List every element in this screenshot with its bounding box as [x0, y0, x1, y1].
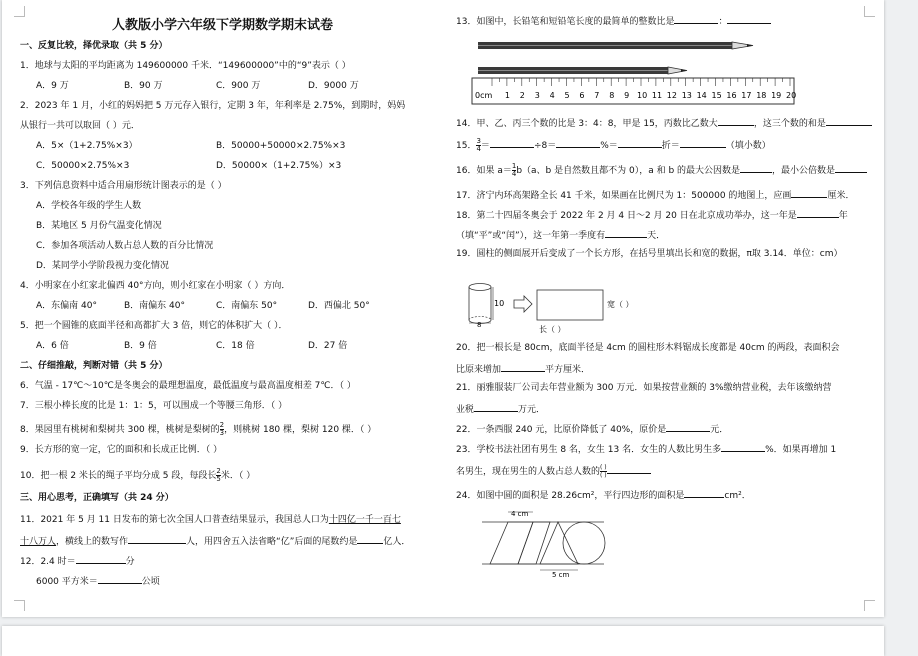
denominator: 5 [216, 475, 221, 483]
option: B．某地区 5 月份气温变化情况 [36, 221, 162, 231]
question-3: 3．下列信息资料中适合用扇形统计图表示的是（ ） [20, 181, 227, 191]
question-24 [456, 488, 751, 502]
denominator: 4 [511, 170, 517, 178]
numerator: ( ) [600, 464, 607, 471]
circle [563, 522, 605, 564]
option: D．某同学小学阶段视力变化情况 [36, 261, 169, 271]
question-2: 2．2023 年 1 月，小红的妈妈把 5 万元存入银行，定期 3 年，年利率是 2.75%，到期时，妈妈 [20, 101, 406, 111]
answer-blank[interactable] [98, 574, 142, 584]
answer-blank[interactable] [791, 188, 827, 198]
question-5: 5．把一个圆锥的底面半径和高都扩大 3 倍，则它的体积扩大（ ）． [20, 321, 288, 331]
question-text: 8．果园里有桃树和梨树共 300 棵，桃树是梨树的 [20, 425, 220, 435]
question-text: 分 [125, 557, 135, 567]
question-text: ，最小公倍数是 [772, 166, 836, 176]
question-text: 人，用四舍五入法省略“亿”后面的尾数约是 [186, 537, 358, 547]
question-text: 16．如果 a＝ [456, 166, 512, 176]
ruler-tick-label: 1 [504, 91, 510, 100]
question-11-cont [20, 534, 410, 548]
option: A．6 倍 [36, 341, 69, 351]
question-text: 23．学校书法社团有男生 8 名，女生 13 名．女生的人数比男生多 [456, 445, 722, 455]
question-text: 18．第二十四届冬奥会于 2022 年 2 月 4 日～2 月 20 日在北京成功举办，这一年是 [456, 211, 797, 221]
document-page [2, 0, 884, 617]
answer-blank[interactable] [490, 138, 534, 148]
numerator: 3 [476, 137, 481, 145]
question-text: 6000 平方米＝ [36, 577, 98, 587]
ruler-tick-label: 19 [771, 91, 782, 100]
question-text: ，则桃树 180 棵，梨树 120 棵．（ ） [224, 425, 377, 435]
ruler-tick-label: 9 [624, 91, 630, 100]
margin-mark [14, 600, 25, 611]
question-12 [20, 554, 135, 568]
option: B．南偏东 40° [124, 301, 185, 311]
question-23-cont [456, 464, 651, 479]
question-18 [456, 208, 848, 222]
question-text: b（a、b 是自然数且都不为 0），a 和 b 的最大公因数是 [516, 166, 741, 176]
option: C．50000×2.75%×3 [36, 161, 130, 171]
answer-blank[interactable] [76, 554, 126, 564]
question-text: 业税 [456, 405, 475, 415]
underlined-text: 十四亿一千一百七 [328, 515, 401, 525]
question-text: %＝ [600, 141, 618, 151]
width-label: 宽（ ） [607, 300, 634, 309]
next-page [2, 626, 884, 656]
parallelogram [518, 522, 550, 564]
question-14 [456, 116, 872, 130]
question-22 [456, 422, 728, 436]
option: B．9 倍 [124, 341, 157, 351]
option: D．27 倍 [308, 341, 348, 351]
fraction [600, 464, 607, 479]
question-20-cont [456, 362, 590, 376]
option: A．9 万 [36, 81, 69, 91]
question-text: cm²． [724, 491, 751, 501]
question-text: 元． [710, 425, 729, 435]
answer-blank[interactable] [605, 228, 647, 238]
option: C．南偏东 50° [216, 301, 278, 311]
question-6: 6．气温 - 17℃～10℃是冬奥会的最理想温度，最低温度与最高温度相差 7℃．（ ） [20, 381, 356, 391]
option: C．18 倍 [216, 341, 255, 351]
question-text: 平方厘米． [545, 365, 591, 375]
viewer-scroll-area[interactable] [888, 0, 918, 639]
question-1: 1．地球与太阳的平均距离为 149600000 千米．“149600000”中的“9”表示（ ） [20, 61, 351, 71]
ruler-tick-label: 8 [609, 91, 615, 100]
ruler-tick-label: 15 [711, 91, 722, 100]
question-7: 7．三根小棒长度的比是 1：1：5，可以围成一个等腰三角形．（ ） [20, 401, 288, 411]
question-text: 比原来增加 [456, 365, 502, 375]
question-19: 19．圆柱的侧面展开后变成了一个长方形，在括号里填出长和宽的数据，π取 3.14．单位：cm） [456, 249, 843, 259]
answer-blank[interactable] [674, 14, 718, 24]
question-13 [456, 14, 771, 28]
question-text: 万元． [518, 405, 546, 415]
question-4: 4．小明家在小红家北偏西 40°方向，则小红家在小明家（ ）方向． [20, 281, 291, 291]
ruler-tick-label: 17 [741, 91, 752, 100]
question-17 [456, 188, 854, 202]
answer-blank[interactable] [666, 422, 710, 432]
margin-mark [864, 600, 875, 611]
parallelogram-circle-figure [478, 504, 608, 580]
option: D．9000 万 [308, 81, 359, 91]
section-heading: 二、仔细推敲，判断对错（共 5 分） [20, 361, 168, 371]
unfolded-rectangle [537, 290, 603, 320]
question-text: 14．甲、乙、丙三个数的比是 3：4：8，甲是 15，丙数比乙数大 [456, 119, 718, 129]
option: D．50000×（1+2.75%）×3 [216, 161, 342, 171]
section-heading: 一、反复比较，择优录取（共 5 分） [20, 41, 168, 51]
ruler-tick-label: 20 [786, 91, 797, 100]
question-2-cont: 从银行一共可以取回（ ）元． [20, 121, 140, 131]
ruler-tick-label: 6 [579, 91, 585, 100]
numerator: 2 [216, 467, 221, 475]
question-text: 22．一条西服 240 元，比原价降低了 40%，原价是 [456, 425, 667, 435]
answer-blank[interactable] [797, 208, 839, 218]
pencil-ruler-figure [468, 36, 798, 108]
page-title: 人教版小学六年级下学期数学期末试卷 [112, 18, 334, 33]
question-text: 公顷 [141, 577, 160, 587]
bottom-dimension-label: 5 cm [552, 571, 570, 579]
answer-blank[interactable] [721, 442, 765, 452]
cylinder-figure [464, 280, 674, 340]
ruler [472, 78, 796, 104]
parallelogram [490, 522, 533, 564]
question-text: 10．把一根 2 米长的绳子平均分成 5 段，每段长 [20, 471, 217, 481]
numerator: 2 [219, 421, 225, 429]
answer-blank[interactable] [835, 163, 867, 173]
height-label: 10 [494, 299, 505, 308]
option: B．50000+50000×2.75%×3 [216, 141, 346, 151]
question-text: （填小数） [725, 141, 771, 151]
ruler-label: 0cm [475, 91, 493, 100]
ruler-tick-label: 11 [651, 91, 663, 100]
long-pencil [478, 42, 753, 49]
answer-blank[interactable] [607, 464, 651, 474]
ruler-tick-label: 14 [696, 91, 707, 100]
option: A．学校各年级的学生人数 [36, 201, 142, 211]
question-21: 21．丽雅服装厂公司去年营业额为 300 万元．如果按营业额的 3%缴纳营业税，去年该缴纳营 [456, 383, 832, 393]
ruler-tick-label: 16 [726, 91, 737, 100]
answer-blank[interactable] [618, 138, 662, 148]
top-dimension-label: 4 cm [511, 510, 529, 518]
answer-blank[interactable] [128, 534, 186, 544]
question-9: 9．长方形的宽一定，它的面积和长成正比例．（ ） [20, 445, 223, 455]
answer-blank[interactable] [727, 14, 771, 24]
answer-blank[interactable] [357, 534, 383, 544]
option: C．900 万 [216, 81, 261, 91]
ruler-tick-label: 10 [637, 91, 648, 100]
denominator: 3 [219, 429, 225, 437]
question-text: 米．（ ） [220, 471, 256, 481]
question-text: 名男生，现在男生的人数占总人数的 [456, 467, 601, 477]
question-text: %．如果再增加 1 [765, 445, 837, 455]
answer-blank[interactable] [680, 138, 726, 148]
denominator: ( ) [600, 472, 607, 479]
ruler-tick-label: 4 [549, 91, 555, 100]
underlined-text: 十八万人 [20, 537, 57, 547]
question-text: 厘米． [827, 191, 855, 201]
ruler-tick-label: 3 [534, 91, 540, 100]
question-10 [20, 468, 255, 483]
question-16 [456, 163, 867, 178]
question-15 [456, 138, 771, 153]
margin-mark [14, 6, 25, 17]
question-text: 折＝ [661, 141, 680, 151]
ratio-separator: ： [718, 17, 728, 27]
question-text: ，这三个数的和是 [753, 119, 826, 129]
question-text: 12．2.4 时＝ [20, 557, 76, 567]
margin-mark [864, 6, 875, 17]
section-heading: 三、用心思考，正确填写（共 24 分） [20, 493, 174, 503]
option: A．东偏南 40° [36, 301, 97, 311]
length-label: 长（ ） [539, 325, 566, 334]
triangle [540, 522, 578, 564]
question-text: 天． [647, 231, 666, 241]
answer-blank[interactable] [501, 362, 545, 372]
ruler-tick-label: 18 [756, 91, 767, 100]
question-23 [456, 442, 836, 456]
question-text: （填“平”或“闰”），这一年第一季度有 [456, 231, 606, 241]
answer-blank[interactable] [740, 163, 772, 173]
question-text: 17．济宁内环高架路全长 41 千米，如果画在比例尺为 1：500000 的地图上，应画 [456, 191, 792, 201]
question-18-cont [456, 228, 665, 242]
question-text: ＝ [480, 141, 490, 151]
answer-blank[interactable] [556, 138, 600, 148]
ruler-tick-label: 7 [594, 91, 600, 100]
question-text: 年 [838, 211, 848, 221]
diameter-label: 8 [477, 321, 482, 329]
question-12-part2 [36, 574, 160, 588]
question-8 [20, 422, 376, 437]
question-11 [20, 514, 401, 526]
cylinder [469, 284, 504, 330]
arrow-icon [514, 296, 532, 312]
question-text: ÷8＝ [533, 141, 557, 151]
ruler-tick-label: 12 [666, 91, 677, 100]
ruler-tick-label: 5 [564, 91, 570, 100]
short-pencil [478, 67, 687, 74]
answer-blank[interactable] [684, 488, 724, 498]
question-text: 11．2021 年 5 月 11 日发布的第七次全国人口普查结果显示，我国总人口为 [20, 515, 329, 525]
option: D．西偏北 50° [308, 301, 370, 311]
numerator: 1 [511, 162, 517, 170]
question-text: ，横线上的数写作 [56, 537, 129, 547]
question-21-cont [456, 402, 545, 416]
answer-blank[interactable] [718, 116, 754, 126]
ruler-tick-label: 13 [681, 91, 692, 100]
denominator: 4 [476, 145, 481, 153]
answer-blank[interactable] [826, 116, 872, 126]
question-20: 20．把一根长是 80cm，底面半径是 4cm 的圆柱形木料锯成长度都是 40cm 的两段，表面积会 [456, 343, 840, 353]
question-text: 亿人． [383, 537, 411, 547]
question-text: 13．如图中，长铅笔和短铅笔长度的最简单的整数比是 [456, 17, 675, 27]
ruler-tick-label: 2 [519, 91, 525, 100]
question-text: 24．如图中圆的面积是 28.26cm²，平行四边形的面积是 [456, 491, 685, 501]
answer-blank[interactable] [474, 402, 518, 412]
question-text: 15． [456, 141, 477, 151]
option: C．参加各项活动人数占总人数的百分比情况 [36, 241, 214, 251]
option: A．5×（1+2.75%×3） [36, 141, 138, 151]
option: B．90 万 [124, 81, 163, 91]
